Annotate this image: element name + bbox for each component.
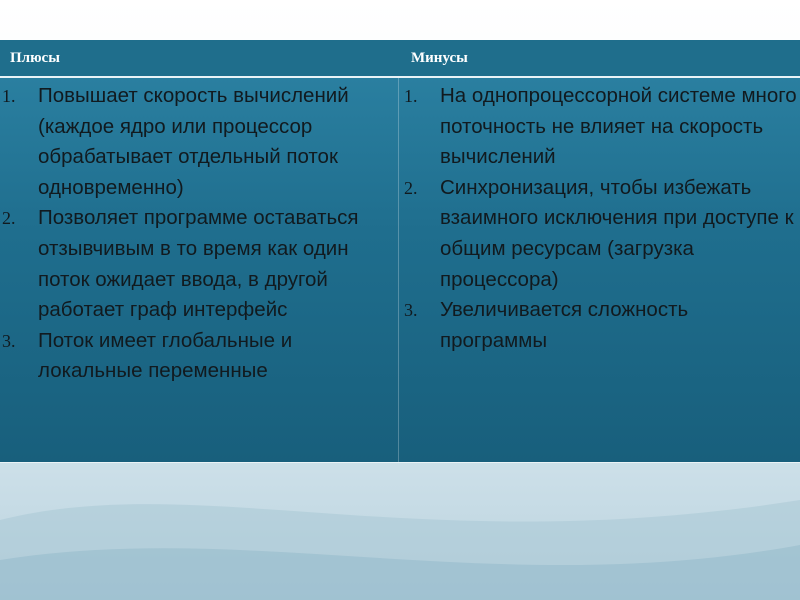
pros-list (0, 81, 396, 387)
header-pros: Плюсы (10, 50, 60, 66)
cons-list (402, 81, 800, 356)
list-number: 3. (404, 300, 418, 321)
cons-item-text: Увеличивается сложность программы (440, 298, 689, 352)
table-bottom-border (0, 462, 800, 463)
pros-item-text: Поток имеет глобальные и локальные переменные (38, 328, 293, 383)
pros-item-text: Повышает скорость вычислений (каждое ядро или процессор обрабатывает отдельный поток одновременно) (38, 84, 349, 199)
table-body-row (0, 78, 800, 462)
list-number: 2. (404, 177, 418, 198)
cons-item-text: На однопроцессорной системе много поточность не влияет на скорость вычислений (440, 84, 797, 169)
table-header-row (0, 40, 800, 78)
pros-item-2 (0, 203, 396, 325)
cons-item-3 (402, 295, 800, 356)
cons-item-2 (402, 173, 800, 295)
cons-item-text: Синхронизация, чтобы избежать взаимного исключения при доступе к общим ресурсам (загрузка процессора) (440, 175, 794, 291)
list-number: 1. (404, 86, 418, 106)
list-number: 1. (2, 86, 16, 106)
header-cons: Минусы (411, 50, 468, 66)
cons-item-1 (402, 81, 800, 173)
pros-item-3 (0, 326, 396, 387)
pros-item-1 (0, 81, 396, 203)
pros-item-text: Позволяет программе оставаться отзывчивым в то время как один поток ожидает ввода, в другой работает граф интерфейс (38, 206, 359, 322)
column-divider (398, 78, 399, 462)
list-number: 2. (2, 208, 16, 229)
list-number: 3. (2, 330, 16, 351)
pros-cons-table (0, 40, 800, 462)
